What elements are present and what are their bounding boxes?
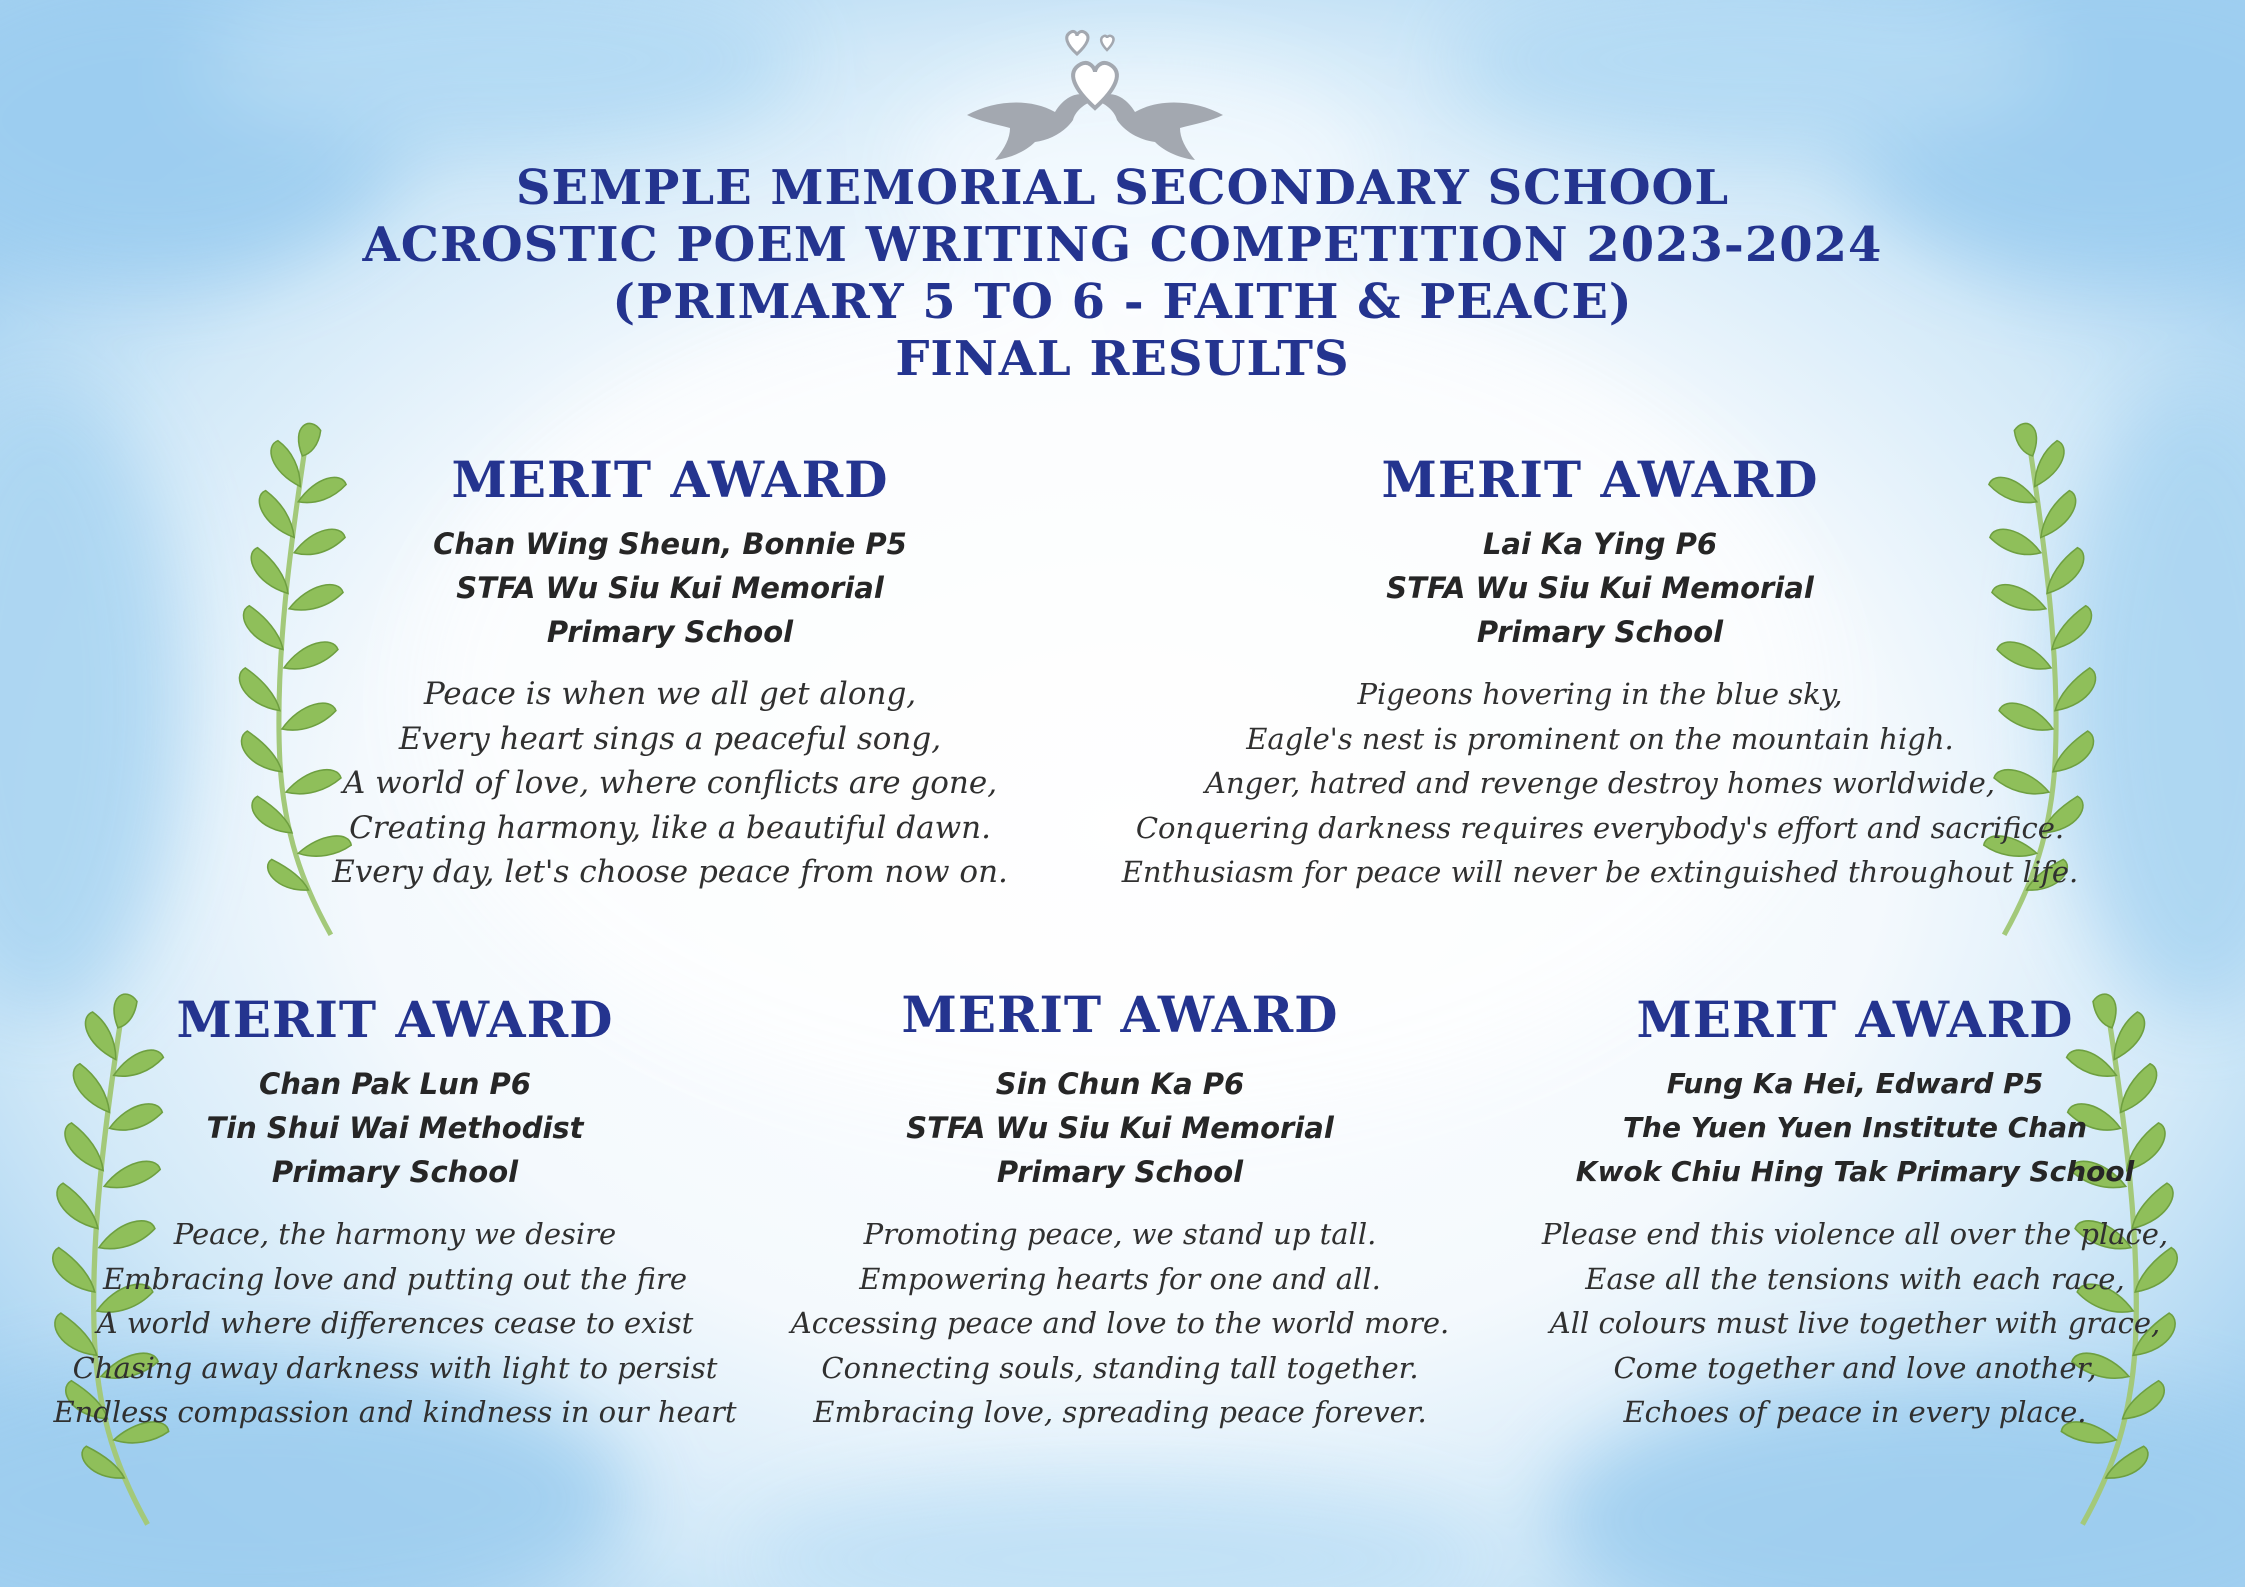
poem-line: Every day, let's choose peace from now on. [332,854,1008,890]
winner-school: Primary School [271,1155,519,1189]
award-title: MERIT AWARD [176,990,614,1049]
poem [770,1212,1470,1435]
poem-line: Accessing peace and love to the world more. [790,1306,1450,1340]
poem-line: Please end this violence all over the place, [1541,1217,2169,1251]
poem-line: Empowering hearts for one and all. [859,1261,1381,1296]
winner-school: STFA Wu Siu Kui Memorial [1386,571,1814,605]
winner-name: Fung Ka Hei, Edward P5 [1666,1067,2044,1100]
page-title [0,160,2245,388]
winner-info [35,1062,755,1194]
poem-line: Echoes of peace in every place. [1623,1395,2087,1429]
poem-line: A world of love, where conflicts are gone, [342,765,998,801]
winner-school: STFA Wu Siu Kui Memorial [456,571,884,605]
poem-line: Ease all the tensions with each race, [1585,1261,2125,1296]
award-card [1500,990,2210,1435]
poem-line: Embracing love and putting out the fire [103,1261,687,1296]
title-line-competition: ACROSTIC POEM WRITING COMPETITION 2023-2024 [362,217,1883,273]
poem-line: Promoting peace, we stand up tall. [863,1217,1377,1251]
poem-line: All colours must live together with grace, [1549,1306,2161,1340]
award-card [770,985,1470,1435]
poem-line: Conquering darkness requires everybody's effort and sacrifice. [1135,810,2065,845]
winner-name: Chan Pak Lun P6 [259,1067,531,1101]
winner-info [270,522,1070,654]
winner-info [1120,522,2080,654]
winner-school: The Yuen Yuen Institute Chan [1622,1111,2088,1144]
winner-name: Lai Ka Ying P6 [1482,527,1718,561]
poem-line: Come together and love another, [1613,1350,2097,1385]
poem-line: A world where differences cease to exist [96,1306,694,1340]
winner-info [1500,1062,2210,1194]
poem-line: Peace is when we all get along, [423,676,917,712]
winner-school: Primary School [996,1155,1244,1189]
poem [35,1212,755,1435]
winner-name: Chan Wing Sheun, Bonnie P5 [433,527,907,561]
winner-info [770,1062,1470,1194]
winner-name: Sin Chun Ka P6 [995,1067,1245,1101]
title-line-school: SEMPLE MEMORIAL SECONDARY SCHOOL [515,160,1730,216]
poem [1500,1212,2210,1435]
award-card [1120,450,2080,895]
winner-school: Primary School [1476,615,1724,649]
award-title: MERIT AWARD [451,450,889,509]
poem-line: Chasing away darkness with light to persist [72,1350,718,1385]
poem-line: Connecting souls, standing tall together. [821,1350,1419,1385]
poem [270,672,1070,895]
winner-school: STFA Wu Siu Kui Memorial [906,1111,1334,1145]
doves-with-hearts-icon [955,20,1235,160]
award-title: MERIT AWARD [901,985,1339,1044]
poem [1120,672,2080,895]
poem-line: Enthusiasm for peace will never be extinguished throughout life. [1121,855,2079,889]
award-card [270,450,1070,895]
title-line-results: FINAL RESULTS [895,331,1350,387]
poem-line: Creating harmony, like a beautiful dawn. [349,809,991,846]
award-card [35,990,755,1435]
award-title: MERIT AWARD [1636,990,2074,1049]
award-title: MERIT AWARD [1381,450,1819,509]
poem-line: Eagle's nest is prominent on the mountain high. [1246,721,1954,756]
poem-line: Endless compassion and kindness in our heart [53,1395,737,1429]
poem-line: Pigeons hovering in the blue sky, [1357,677,1843,711]
poem-line: Embracing love, spreading peace forever. [813,1395,1427,1429]
title-line-category: (PRIMARY 5 TO 6 - FAITH & PEACE) [612,274,1633,330]
winner-school: Kwok Chiu Hing Tak Primary School [1575,1155,2135,1188]
poem-line: Anger, hatred and revenge destroy homes worldwide, [1205,766,1995,800]
winner-school: Tin Shui Wai Methodist [206,1111,584,1145]
poem-line: Every heart sings a peaceful song, [398,720,942,757]
poem-line: Peace, the harmony we desire [173,1217,617,1251]
winner-school: Primary School [546,615,794,649]
